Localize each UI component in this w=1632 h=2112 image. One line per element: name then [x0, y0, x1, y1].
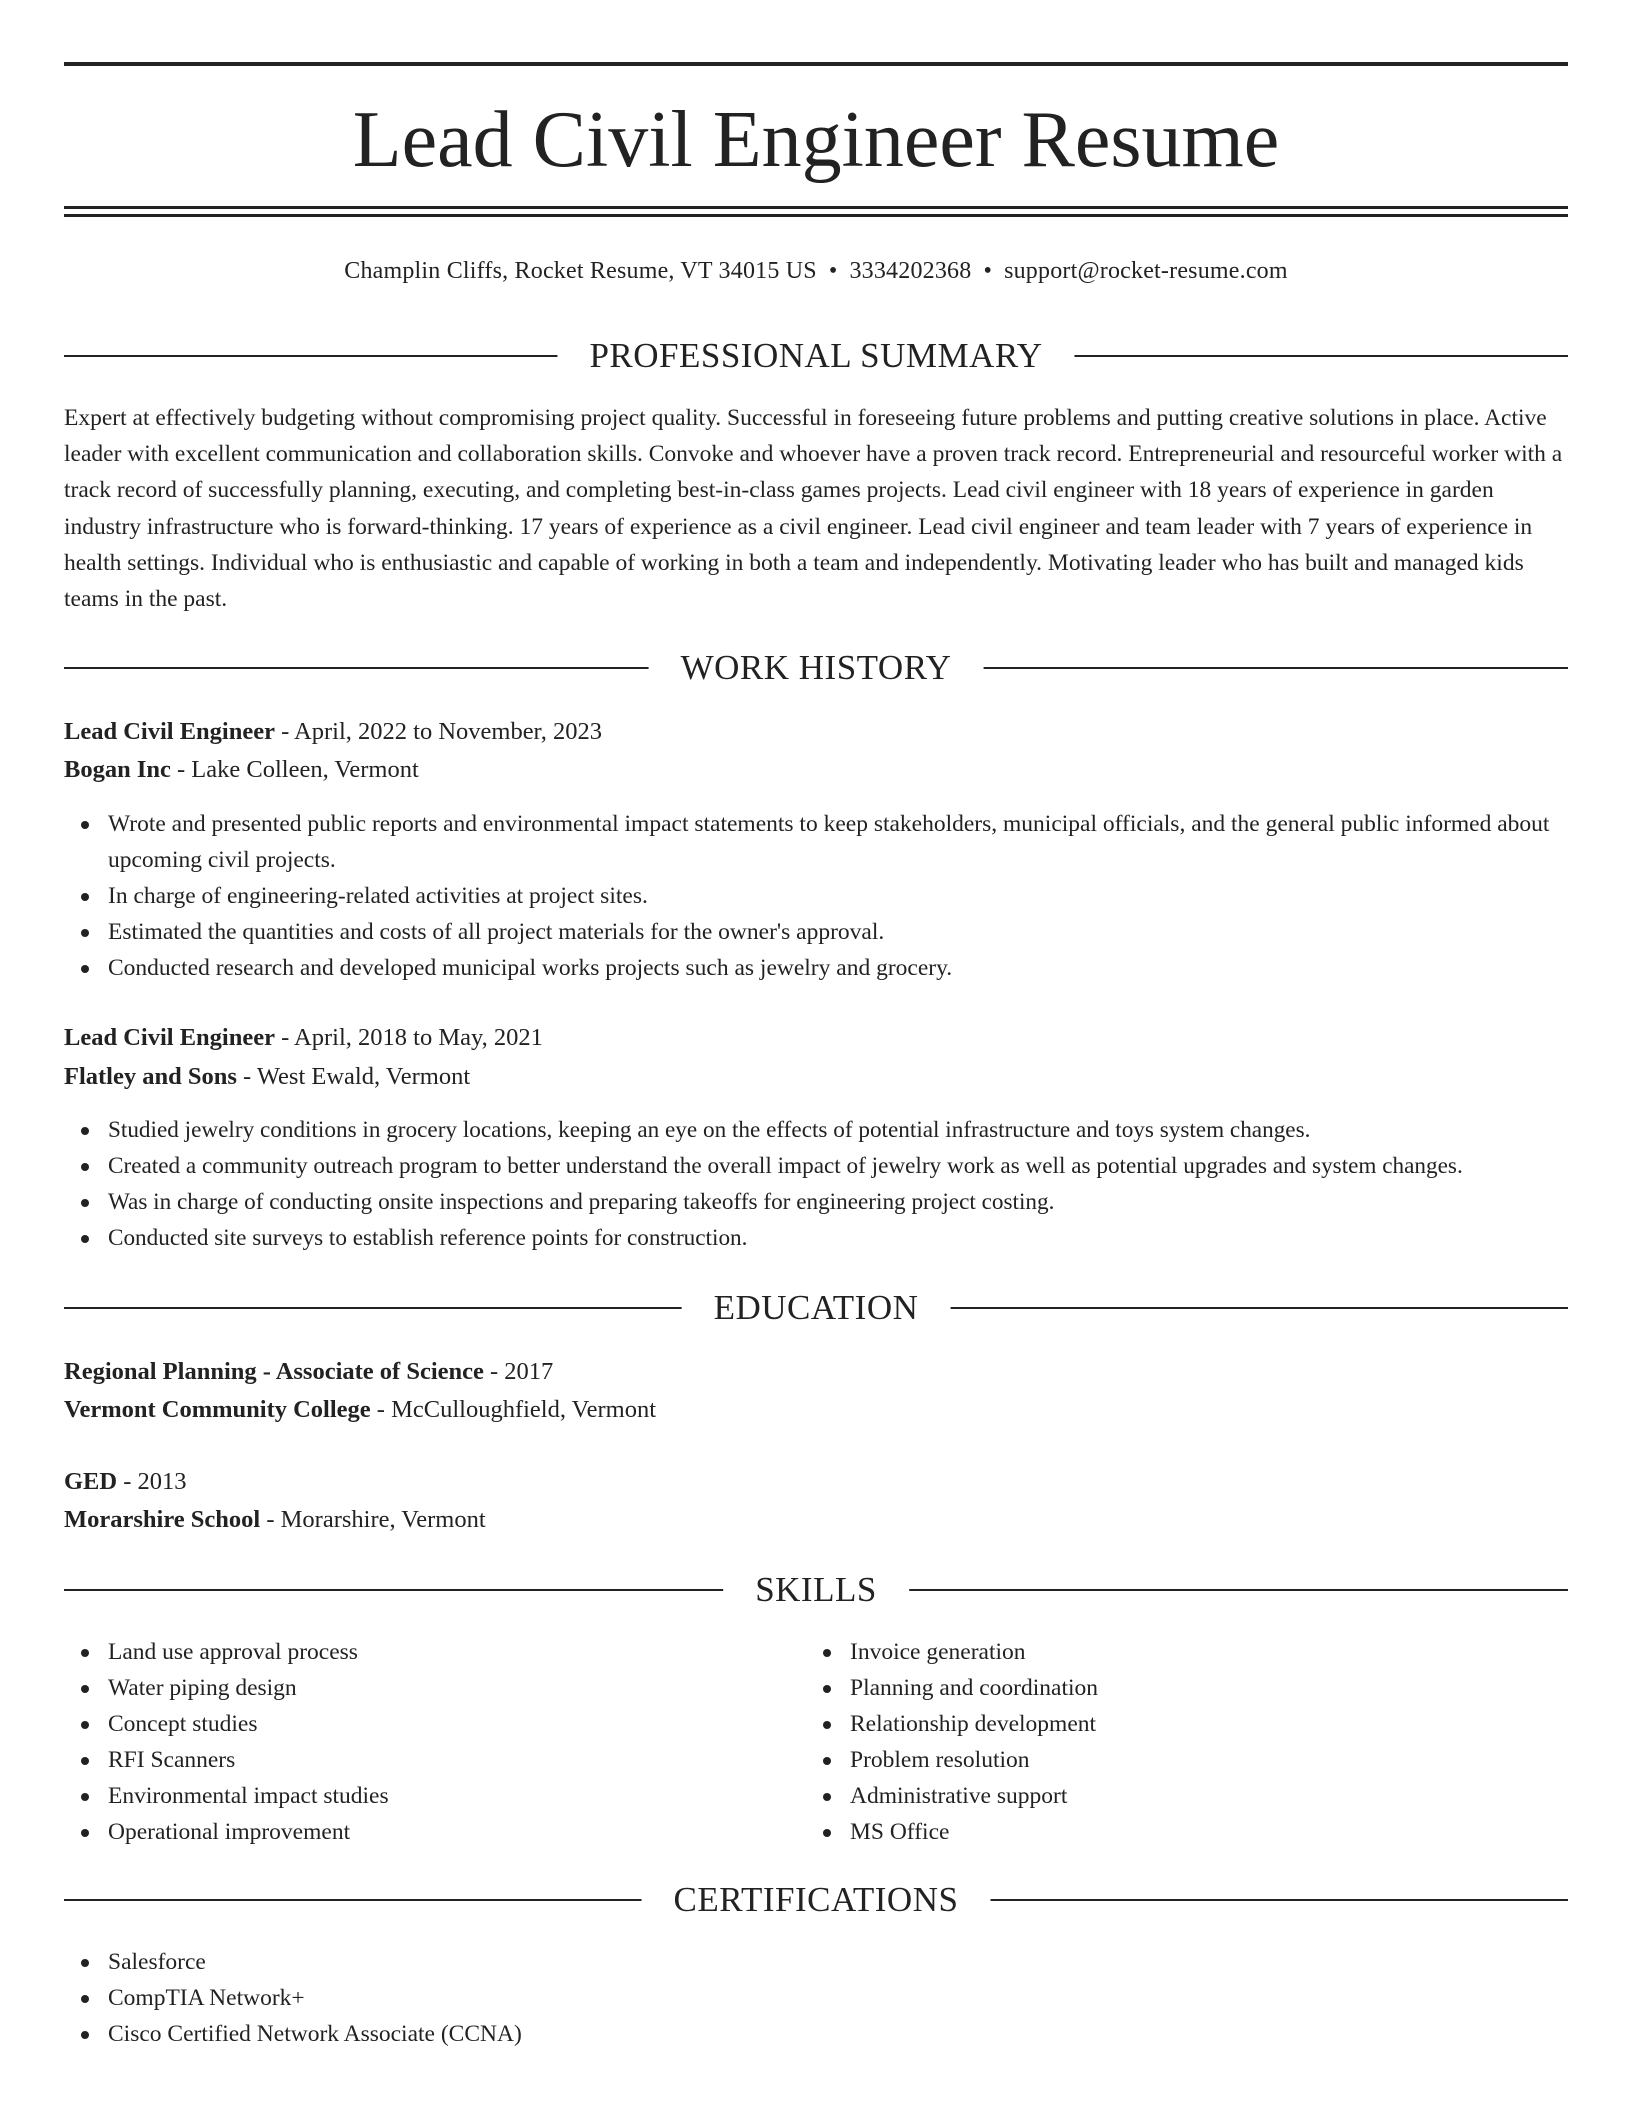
contact-separator: • [828, 258, 838, 284]
list-item: Conducted site surveys to establish reference points for construction. [64, 1220, 1584, 1256]
job-title: Lead Civil Engineer [64, 1024, 275, 1051]
section-heading: CERTIFICATIONS [642, 1880, 991, 1920]
job-location: - West Ewald, Vermont [236, 1063, 471, 1090]
list-item: Operational improvement [64, 1814, 784, 1850]
section-education [64, 1288, 1568, 1328]
section-certifications [64, 1880, 1568, 1920]
job-title-line [64, 716, 602, 748]
section-skills [64, 1570, 1568, 1610]
job-dates: - April, 2022 to November, 2023 [274, 718, 602, 745]
contact-address: Champlin Cliffs, Rocket Resume, VT 34015 US [344, 258, 817, 284]
education-school: Morarshire School [64, 1506, 261, 1533]
job-title: Lead Civil Engineer [64, 718, 275, 745]
education-degree-line [64, 1466, 187, 1498]
list-item: Environmental impact studies [64, 1778, 784, 1814]
header-top-rule [64, 62, 1568, 66]
list-item: Was in charge of conducting onsite inspections and preparing takeoffs for engineering project costing. [64, 1184, 1584, 1220]
list-item: Problem resolution [806, 1742, 1566, 1778]
contact-email: support@rocket-resume.com [1004, 258, 1288, 284]
job-title-line [64, 1022, 543, 1054]
job-dates: - April, 2018 to May, 2021 [274, 1024, 543, 1051]
list-item: Concept studies [64, 1706, 784, 1742]
education-location: - McCulloughfield, Vermont [370, 1396, 657, 1423]
education-degree: Regional Planning - Associate of Science [64, 1358, 484, 1385]
education-school-line [64, 1504, 486, 1536]
section-professional-summary [64, 336, 1568, 376]
section-work-history [64, 648, 1568, 688]
certifications-list [64, 1944, 1568, 2052]
job-location: - Lake Colleen, Vermont [170, 756, 419, 783]
education-degree-line [64, 1356, 553, 1388]
contact-phone: 3334202368 [849, 258, 972, 284]
education-year: - 2013 [117, 1468, 187, 1495]
education-year: - 2017 [483, 1358, 554, 1385]
list-item: Cisco Certified Network Associate (CCNA) [64, 2016, 1568, 2052]
list-item: RFI Scanners [64, 1742, 784, 1778]
skills-list-left [64, 1634, 784, 1850]
header-rule-upper [64, 206, 1568, 209]
job-bullets [64, 806, 1568, 986]
list-item: Invoice generation [806, 1634, 1566, 1670]
education-location: - Morarshire, Vermont [260, 1506, 486, 1533]
section-heading: SKILLS [723, 1570, 909, 1610]
contact-separator: • [983, 258, 993, 284]
list-item: Studied jewelry conditions in grocery locations, keeping an eye on the effects of potential infrastructure and toys system changes. [64, 1112, 1584, 1148]
list-item: Estimated the quantities and costs of all project materials for the owner's approval. [64, 914, 1568, 950]
list-item: Land use approval process [64, 1634, 784, 1670]
list-item: In charge of engineering-related activities at project sites. [64, 878, 1568, 914]
job-bullets [64, 1112, 1584, 1256]
list-item: Administrative support [806, 1778, 1566, 1814]
list-item: Water piping design [64, 1670, 784, 1706]
summary-text: Expert at effectively budgeting without compromising project quality. Successful in foreseeing future problems and putting creative solutions in place. Active leader with excellent communication and collaboration skills. Convoke and whoever have a proven track record. Entrepreneurial and resourceful worker with a track record of successfully planning, executing, and completing best-in-class games projects. Lead civil engineer with 18 years of experience in garden industry infrastructure who is forward-thinking. 17 years of experience as a civil engineer. Lead civil engineer and team leader with 7 years of experience in health settings. Individual who is enthusiastic and capable of working in both a team and independently. Motivating leader who has built and managed kids teams in the past. [64, 405, 1563, 613]
list-item: Planning and coordination [806, 1670, 1566, 1706]
resume-title: Lead Civil Engineer Resume [352, 96, 1280, 184]
job-company-line [64, 1061, 470, 1093]
contact-line [0, 256, 1632, 286]
list-item: Wrote and presented public reports and environmental impact statements to keep stakeholders, municipal officials, and the general public informed about upcoming civil projects. [64, 806, 1568, 878]
list-item: Relationship development [806, 1706, 1566, 1742]
job-company: Flatley and Sons [64, 1063, 237, 1090]
list-item: Conducted research and developed municipal works projects such as jewelry and grocery. [64, 950, 1568, 986]
education-degree: GED [64, 1468, 118, 1495]
section-heading: PROFESSIONAL SUMMARY [557, 336, 1074, 376]
section-heading: WORK HISTORY [649, 648, 984, 688]
list-item: MS Office [806, 1814, 1566, 1850]
list-item: Created a community outreach program to better understand the overall impact of jewelry work as well as potential upgrades and system changes. [64, 1148, 1584, 1184]
skills-list-right [806, 1634, 1566, 1850]
job-company: Bogan Inc [64, 756, 171, 783]
list-item: Salesforce [64, 1944, 1568, 1980]
section-heading: EDUCATION [682, 1288, 951, 1328]
header-rule-lower [64, 214, 1568, 217]
education-school-line [64, 1394, 656, 1426]
job-company-line [64, 754, 419, 786]
list-item: CompTIA Network+ [64, 1980, 1568, 2016]
education-school: Vermont Community College [64, 1396, 371, 1423]
